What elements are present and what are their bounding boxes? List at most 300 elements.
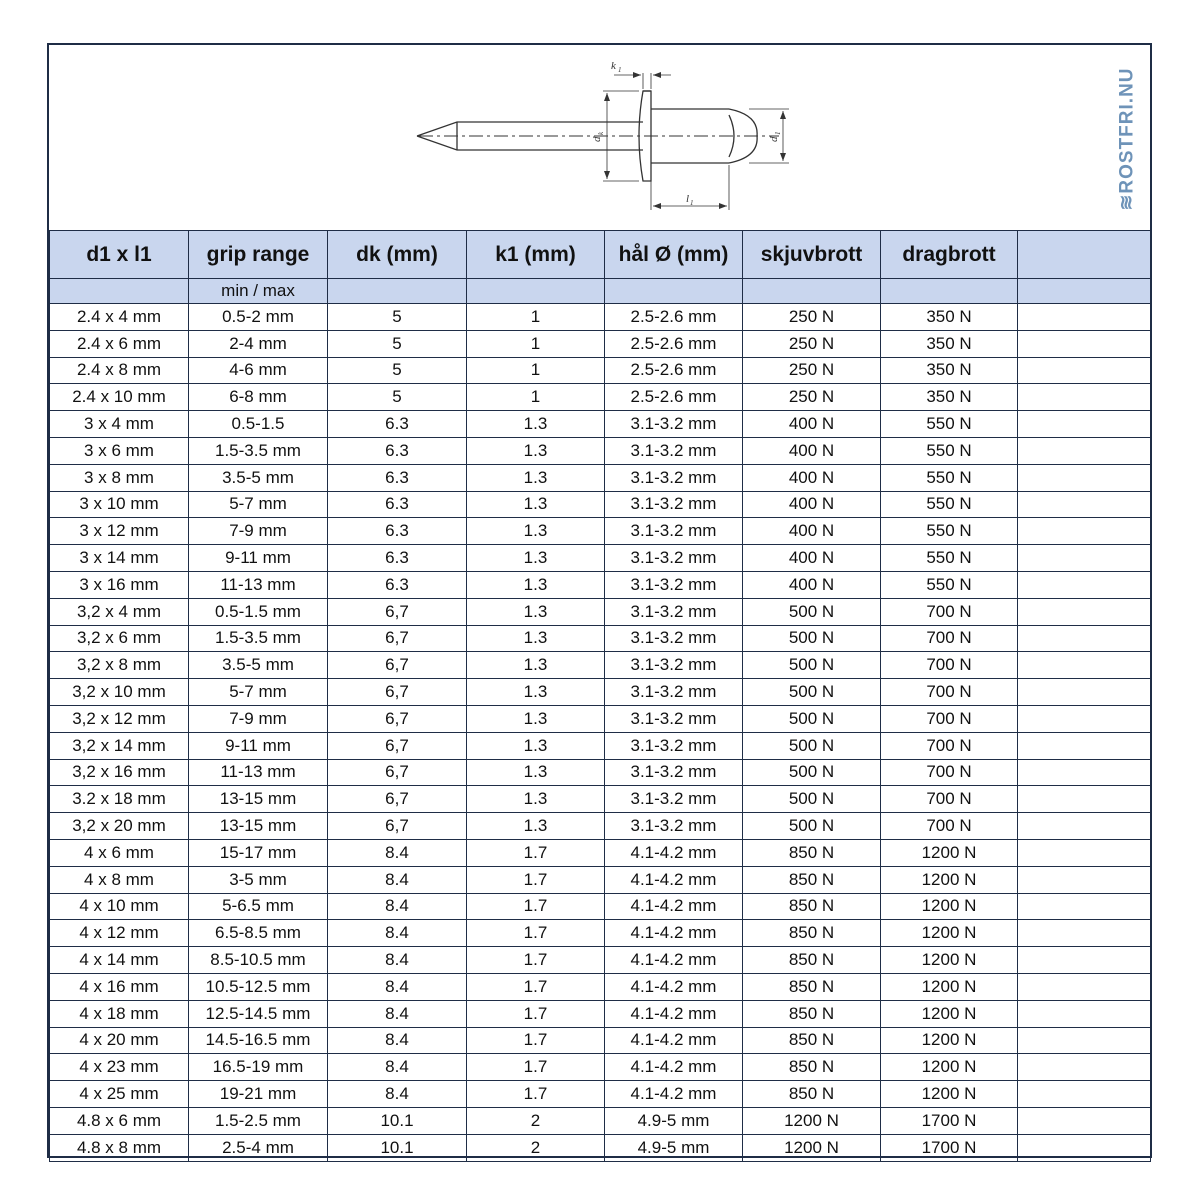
table-cell [1018,813,1151,840]
table-cell: 8.5-10.5 mm [189,947,328,974]
label-k1-sub: 1 [618,66,622,74]
table-cell: 11-13 mm [189,571,328,598]
table-cell: 5 [328,304,467,331]
table-row [50,330,1151,357]
table-row [50,1134,1151,1161]
table-cell: 1200 N [743,1107,881,1134]
table-cell: 8.4 [328,973,467,1000]
table-cell: 4 x 12 mm [50,920,189,947]
table-cell: 1 [467,330,605,357]
table-cell: 1700 N [881,1134,1018,1161]
table-cell: 3.1-3.2 mm [605,518,743,545]
table-cell: 400 N [743,545,881,572]
table-cell: 850 N [743,866,881,893]
table-row [50,705,1151,732]
table-cell: 3 x 16 mm [50,571,189,598]
table-cell: 850 N [743,947,881,974]
table-cell: 4.9-5 mm [605,1134,743,1161]
table-cell: 3.1-3.2 mm [605,411,743,438]
table-cell: 6.5-8.5 mm [189,920,328,947]
table-cell: 400 N [743,437,881,464]
table-cell: 850 N [743,1054,881,1081]
table-cell: 4.1-4.2 mm [605,866,743,893]
table-cell: 350 N [881,330,1018,357]
col-header-d1-l1: d1 x l1 [50,231,189,279]
table-cell: 1.7 [467,866,605,893]
table-row [50,411,1151,438]
table-cell: 5 [328,330,467,357]
table-cell: 15-17 mm [189,839,328,866]
table-cell: 6.3 [328,545,467,572]
table-cell: 4 x 10 mm [50,893,189,920]
subheader-cell [605,279,743,304]
table-cell: 1200 N [881,839,1018,866]
label-dk: d [591,136,603,142]
table-cell: 3.1-3.2 mm [605,545,743,572]
subheader-cell [50,279,189,304]
table-cell: 850 N [743,839,881,866]
table-row [50,920,1151,947]
subheader-cell: min / max [189,279,328,304]
table-cell: 3 x 10 mm [50,491,189,518]
table-cell: 4 x 16 mm [50,973,189,1000]
table-cell: 5-7 mm [189,679,328,706]
table-cell [1018,1107,1151,1134]
table-cell: 8.4 [328,920,467,947]
table-cell: 500 N [743,652,881,679]
subheader-cell [1018,279,1151,304]
table-cell: 4 x 23 mm [50,1054,189,1081]
table-cell [1018,598,1151,625]
table-row [50,545,1151,572]
table-cell [1018,304,1151,331]
table-cell: 850 N [743,1027,881,1054]
table-cell: 500 N [743,598,881,625]
table-cell: 2.5-2.6 mm [605,304,743,331]
table-cell: 1.3 [467,411,605,438]
table-cell: 3.1-3.2 mm [605,464,743,491]
table-cell [1018,652,1151,679]
table-cell: 3.1-3.2 mm [605,786,743,813]
table-cell [1018,1134,1151,1161]
table-cell: 400 N [743,464,881,491]
table-cell: 3.1-3.2 mm [605,437,743,464]
table-cell: 4 x 6 mm [50,839,189,866]
table-cell: 1.3 [467,518,605,545]
table-cell: 850 N [743,893,881,920]
table-cell: 1200 N [881,1000,1018,1027]
table-cell: 1.7 [467,947,605,974]
rivet-drawing [49,45,1150,231]
table-cell: 1.3 [467,786,605,813]
table-cell: 1200 N [881,866,1018,893]
table-cell [1018,893,1151,920]
table-cell: 850 N [743,920,881,947]
table-row [50,491,1151,518]
table-cell: 6,7 [328,732,467,759]
table-cell: 8.4 [328,866,467,893]
table-cell: 4.1-4.2 mm [605,947,743,974]
table-cell: 400 N [743,571,881,598]
table-cell: 550 N [881,437,1018,464]
table-cell: 1.3 [467,652,605,679]
label-l1-sub: 1 [690,199,694,207]
table-cell: 1.5-2.5 mm [189,1107,328,1134]
label-k1: k [611,60,616,72]
table-cell: 3 x 6 mm [50,437,189,464]
table-cell: 6,7 [328,813,467,840]
table-row [50,947,1151,974]
table-cell: 250 N [743,330,881,357]
table-cell: 6,7 [328,705,467,732]
table-cell: 1200 N [881,1081,1018,1108]
table-cell: 4.1-4.2 mm [605,920,743,947]
table-row [50,357,1151,384]
table-cell: 3.1-3.2 mm [605,571,743,598]
table-cell: 550 N [881,518,1018,545]
table-cell: 3,2 x 12 mm [50,705,189,732]
table-cell: 3.1-3.2 mm [605,491,743,518]
table-cell: 2.4 x 4 mm [50,304,189,331]
table-cell: 4-6 mm [189,357,328,384]
table-cell: 1.5-3.5 mm [189,437,328,464]
table-row [50,893,1151,920]
table-cell: 3,2 x 20 mm [50,813,189,840]
table-row [50,464,1151,491]
table-cell [1018,437,1151,464]
table-cell: 550 N [881,545,1018,572]
table-cell: 400 N [743,491,881,518]
table-cell: 550 N [881,571,1018,598]
table-cell: 3.2 x 18 mm [50,786,189,813]
table-cell: 500 N [743,813,881,840]
table-cell: 1.3 [467,571,605,598]
table-cell: 9-11 mm [189,732,328,759]
table-cell [1018,491,1151,518]
table-cell [1018,1081,1151,1108]
table-row [50,1027,1151,1054]
table-cell: 0.5-2 mm [189,304,328,331]
table-cell: 1.3 [467,625,605,652]
table-cell: 5 [328,384,467,411]
table-cell: 550 N [881,411,1018,438]
table-cell: 2-4 mm [189,330,328,357]
subheader-cell [881,279,1018,304]
table-cell: 350 N [881,384,1018,411]
table-cell: 2 [467,1134,605,1161]
table-cell: 12.5-14.5 mm [189,1000,328,1027]
table-cell [1018,732,1151,759]
table-cell: 500 N [743,732,881,759]
table-cell [1018,786,1151,813]
col-header-shear-strength: skjuvbrott [743,231,881,279]
table-cell: 2.5-2.6 mm [605,357,743,384]
col-header-k1: k1 (mm) [467,231,605,279]
table-cell: 1.7 [467,1054,605,1081]
table-cell: 3.1-3.2 mm [605,705,743,732]
table-cell: 1.3 [467,464,605,491]
table-cell: 1.3 [467,759,605,786]
table-cell: 1.3 [467,437,605,464]
table-cell: 4.9-5 mm [605,1107,743,1134]
table-cell: 1 [467,304,605,331]
table-cell: 3.1-3.2 mm [605,813,743,840]
label-l1: l [686,193,690,205]
table-cell: 850 N [743,973,881,1000]
table-cell: 4 x 18 mm [50,1000,189,1027]
table-cell: 500 N [743,705,881,732]
col-header-empty [1018,231,1151,279]
table-cell: 2.4 x 10 mm [50,384,189,411]
table-cell: 250 N [743,384,881,411]
table-cell: 3,2 x 8 mm [50,652,189,679]
table-cell: 700 N [881,625,1018,652]
table-cell: 1 [467,357,605,384]
table-cell [1018,571,1151,598]
table-cell: 1.7 [467,1081,605,1108]
table-cell: 2.4 x 8 mm [50,357,189,384]
table-row [50,839,1151,866]
table-row [50,866,1151,893]
table-cell: 700 N [881,786,1018,813]
table-cell: 3.5-5 mm [189,652,328,679]
table-cell: 1200 N [743,1134,881,1161]
table-cell: 4.1-4.2 mm [605,1081,743,1108]
spec-sheet [47,43,1152,1158]
table-cell: 3,2 x 14 mm [50,732,189,759]
table-cell: 2 [467,1107,605,1134]
table-cell: 19-21 mm [189,1081,328,1108]
table-row [50,813,1151,840]
table-cell: 700 N [881,759,1018,786]
table-cell [1018,759,1151,786]
table-cell [1018,973,1151,1000]
table-cell: 500 N [743,786,881,813]
table-cell: 700 N [881,679,1018,706]
table-cell: 8.4 [328,1081,467,1108]
table-cell: 6,7 [328,652,467,679]
table-row [50,732,1151,759]
table-cell: 8.4 [328,947,467,974]
table-cell: 7-9 mm [189,518,328,545]
table-cell [1018,411,1151,438]
table-cell: 6.3 [328,411,467,438]
table-cell: 4 x 8 mm [50,866,189,893]
table-row [50,625,1151,652]
table-cell: 1200 N [881,893,1018,920]
table-cell: 1.3 [467,679,605,706]
table-cell: 4 x 20 mm [50,1027,189,1054]
table-cell: 3 x 8 mm [50,464,189,491]
table-cell [1018,464,1151,491]
table-cell: 6,7 [328,786,467,813]
table-cell: 3.1-3.2 mm [605,679,743,706]
table-cell: 0.5-1.5 [189,411,328,438]
table-cell: 16.5-19 mm [189,1054,328,1081]
table-cell [1018,384,1151,411]
subheader-cell [328,279,467,304]
table-cell: 3 x 4 mm [50,411,189,438]
table-cell: 6-8 mm [189,384,328,411]
table-cell: 350 N [881,304,1018,331]
table-cell: 1.5-3.5 mm [189,625,328,652]
table-row [50,384,1151,411]
table-row [50,598,1151,625]
table-cell: 700 N [881,813,1018,840]
table-cell: 2.5-4 mm [189,1134,328,1161]
table-cell [1018,679,1151,706]
table-cell [1018,1000,1151,1027]
table-cell: 2.5-2.6 mm [605,384,743,411]
table-cell: 6,7 [328,759,467,786]
table-row [50,652,1151,679]
table-row [50,571,1151,598]
table-cell: 550 N [881,464,1018,491]
table-cell: 6.3 [328,464,467,491]
table-cell: 1700 N [881,1107,1018,1134]
table-cell: 0.5-1.5 mm [189,598,328,625]
table-cell: 2.4 x 6 mm [50,330,189,357]
table-cell: 1.3 [467,598,605,625]
table-cell [1018,947,1151,974]
table-cell: 500 N [743,679,881,706]
header-row [50,231,1151,279]
table-cell: 1 [467,384,605,411]
subheader-row [50,279,1151,304]
table-row [50,1081,1151,1108]
table-cell: 1.7 [467,893,605,920]
table-cell [1018,357,1151,384]
table-cell: 6,7 [328,625,467,652]
table-cell: 4.1-4.2 mm [605,839,743,866]
table-cell [1018,625,1151,652]
table-cell: 1200 N [881,920,1018,947]
table-cell: 3 x 14 mm [50,545,189,572]
table-cell: 400 N [743,518,881,545]
table-cell: 700 N [881,652,1018,679]
table-cell: 1200 N [881,1054,1018,1081]
table-cell: 13-15 mm [189,813,328,840]
table-cell: 4.1-4.2 mm [605,1027,743,1054]
table-cell: 4.1-4.2 mm [605,973,743,1000]
table-cell: 10.5-12.5 mm [189,973,328,1000]
table-cell: 1.3 [467,705,605,732]
label-d1-sub: 1 [774,131,782,135]
table-row [50,1000,1151,1027]
table-cell: 10.1 [328,1107,467,1134]
table-cell: 5-7 mm [189,491,328,518]
table-cell: 4.8 x 6 mm [50,1107,189,1134]
table-cell: 8.4 [328,1000,467,1027]
table-cell: 8.4 [328,1054,467,1081]
table-cell: 8.4 [328,893,467,920]
table-cell: 850 N [743,1081,881,1108]
label-dk-sub: k [597,131,605,135]
table-cell: 6,7 [328,679,467,706]
table-cell [1018,866,1151,893]
table-cell: 6.3 [328,571,467,598]
table-cell: 3.1-3.2 mm [605,759,743,786]
table-cell: 1200 N [881,1027,1018,1054]
table-cell: 6.3 [328,518,467,545]
table-cell: 3.1-3.2 mm [605,652,743,679]
table-cell: 3.1-3.2 mm [605,732,743,759]
col-header-grip-range: grip range [189,231,328,279]
table-cell: 11-13 mm [189,759,328,786]
table-cell: 1.7 [467,920,605,947]
table-row [50,679,1151,706]
table-cell: 5-6.5 mm [189,893,328,920]
table-cell: 400 N [743,411,881,438]
table-cell: 6,7 [328,598,467,625]
col-header-dk: dk (mm) [328,231,467,279]
brand-logo [1107,59,1147,219]
table-row [50,437,1151,464]
table-cell: 3.5-5 mm [189,464,328,491]
table-cell: 1.7 [467,1000,605,1027]
table-cell: 1.7 [467,1027,605,1054]
table-cell: 3,2 x 16 mm [50,759,189,786]
table-cell [1018,330,1151,357]
table-cell: 6.3 [328,437,467,464]
table-row [50,973,1151,1000]
label-d1: d [768,136,780,142]
col-header-hole-diameter: hål Ø (mm) [605,231,743,279]
table-cell: 4.1-4.2 mm [605,1054,743,1081]
table-cell: 700 N [881,598,1018,625]
table-cell: 1.3 [467,732,605,759]
table-cell: 3.1-3.2 mm [605,598,743,625]
table-cell: 350 N [881,357,1018,384]
table-cell: 700 N [881,705,1018,732]
table-cell: 6.3 [328,491,467,518]
table-row [50,1054,1151,1081]
table-cell: 1200 N [881,973,1018,1000]
table-cell: 3,2 x 4 mm [50,598,189,625]
table-cell: 1.7 [467,973,605,1000]
table-cell [1018,545,1151,572]
table-cell: 4.1-4.2 mm [605,893,743,920]
table-cell: 250 N [743,304,881,331]
table-cell: 3.1-3.2 mm [605,625,743,652]
table-cell: 4.8 x 8 mm [50,1134,189,1161]
rivet-spec-table [49,230,1151,1162]
table-row [50,518,1151,545]
table-cell: 1.3 [467,813,605,840]
subheader-cell [467,279,605,304]
table-cell: 550 N [881,491,1018,518]
table-row [50,1107,1151,1134]
table-cell: 9-11 mm [189,545,328,572]
table-cell: 250 N [743,357,881,384]
table-cell: 3,2 x 10 mm [50,679,189,706]
table-cell: 500 N [743,759,881,786]
table-cell [1018,705,1151,732]
table-cell: 850 N [743,1000,881,1027]
brand-name: ROSTFRI.NU [1116,67,1138,194]
table-cell [1018,839,1151,866]
table-cell: 3,2 x 6 mm [50,625,189,652]
table-cell: 1.3 [467,491,605,518]
table-cell: 2.5-2.6 mm [605,330,743,357]
table-cell: 14.5-16.5 mm [189,1027,328,1054]
table-cell: 4.1-4.2 mm [605,1000,743,1027]
table-cell: 500 N [743,625,881,652]
table-cell: 8.4 [328,1027,467,1054]
table-row [50,759,1151,786]
table-cell: 8.4 [328,839,467,866]
table-cell: 5 [328,357,467,384]
